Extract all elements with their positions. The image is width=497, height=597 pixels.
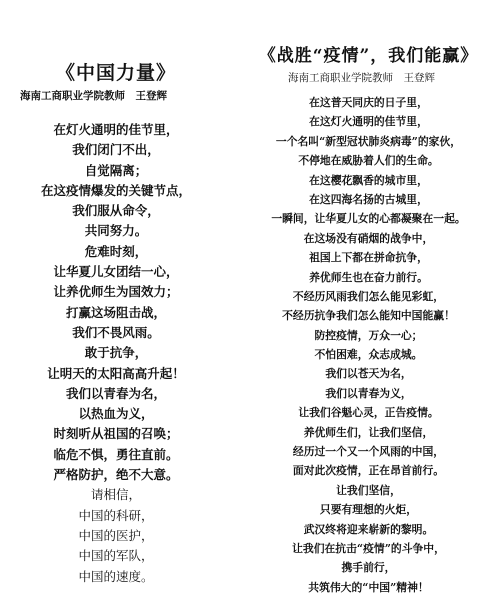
poem-right-body [240,93,497,597]
poem-line: 祖国上下都在拼命抗争， [309,251,428,265]
poem-line: 临危不惧，勇往直前。 [53,446,179,462]
poem-line: 养优师生们，让我们坚信， [303,425,434,439]
poem-line: 不怕困难，众志成城。 [314,348,423,362]
poem-line: 我们不畏风雨。 [72,324,160,340]
poem-line: 打赢这场阻击战， [65,304,166,320]
poem-line: 我们以青春为义， [325,386,412,400]
poem-line: 让养优师生为国效力； [53,284,179,300]
poem-line: 我们以苍天为名， [325,367,412,381]
poem-line: 武汉终将迎来崭新的黎明。 [303,522,434,536]
poem-line: 让明天的太阳高高升起！ [47,365,185,381]
poem-line: 防控疫情，万众一心； [314,328,423,342]
poem-line: 中国的速度。 [78,568,154,584]
poem-line: 不停地在威胁着人们的生命。 [298,154,439,168]
poem-line: 共筑伟大的“中国”精神！ [308,580,429,594]
poem-line: 中国的医护， [78,527,154,543]
poem-line: 不经历风雨我们怎么能见彩虹， [292,289,445,303]
poem-line: 让华夏儿女团结一心， [53,264,179,280]
poem-line: 我们闭门不出， [72,142,160,158]
poem-right-title: 《战胜“疫情”，我们能赢》 [258,46,479,66]
poem-line: 以热血为义， [78,406,154,422]
poem-line: 养优师生也在奋力前行。 [309,270,428,284]
poem-line: 面对此次疫情，正在昂首前行。 [292,464,445,478]
poem-line: 敢于抗争， [84,345,148,361]
poem-line: 不经历抗争我们怎么能知中国能赢！ [282,309,455,323]
poem-line: 时刻听从祖国的召唤； [53,426,179,442]
poem-line: 中国的科研， [78,507,154,523]
poem-line: 经历过一个又一个风雨的中国， [292,445,445,459]
poem-line: 让我们坚信， [336,483,401,497]
poem-left-title: 《中国力量》 [55,62,176,84]
poem-line: 中国的军队， [78,548,154,564]
poem-left-body [0,120,232,587]
poem-line: 一个名叫“新型冠状肺炎病毒”的家伙， [275,134,462,148]
poem-line: 一瞬间，让华夏儿女的心都凝聚在一起。 [271,212,466,226]
poem-line: 严格防护，绝不大意。 [53,467,179,483]
poem-line: 携手前行， [341,561,396,575]
poem-line: 在这场没有硝烟的战争中， [303,231,434,245]
poem-line: 请相信， [90,487,141,503]
poem-line: 自觉隔离； [84,162,148,178]
poem-line: 危难时刻， [84,243,148,259]
poem-line: 让我们谷魁心灵，正告疫情。 [298,406,439,420]
poem-line: 在这疫情爆发的关键节点， [40,182,191,198]
poem-line: 只要有理想的火炬， [319,503,418,517]
poem-line: 共同努力。 [84,223,148,239]
poem-line: 我们以青春为名， [65,385,166,401]
poem-left-author: 海南工商职业学院教师 王登辉 [20,90,167,102]
poem-line: 在灯火通明的佳节里， [53,122,179,137]
poem-right-author: 海南工商职业学院教师 王登辉 [288,72,435,84]
poem-line: 我们服从命令， [72,203,160,219]
poem-line: 在这樱花飘香的城市里， [309,173,428,187]
poem-line: 在这普天同庆的日子里， [309,96,428,109]
poem-line: 在这四海名扬的古城里， [309,192,428,206]
poem-line: 在这灯火通明的佳节里， [309,115,428,129]
poem-line: 让我们在抗击“疫情”的斗争中， [292,541,445,555]
